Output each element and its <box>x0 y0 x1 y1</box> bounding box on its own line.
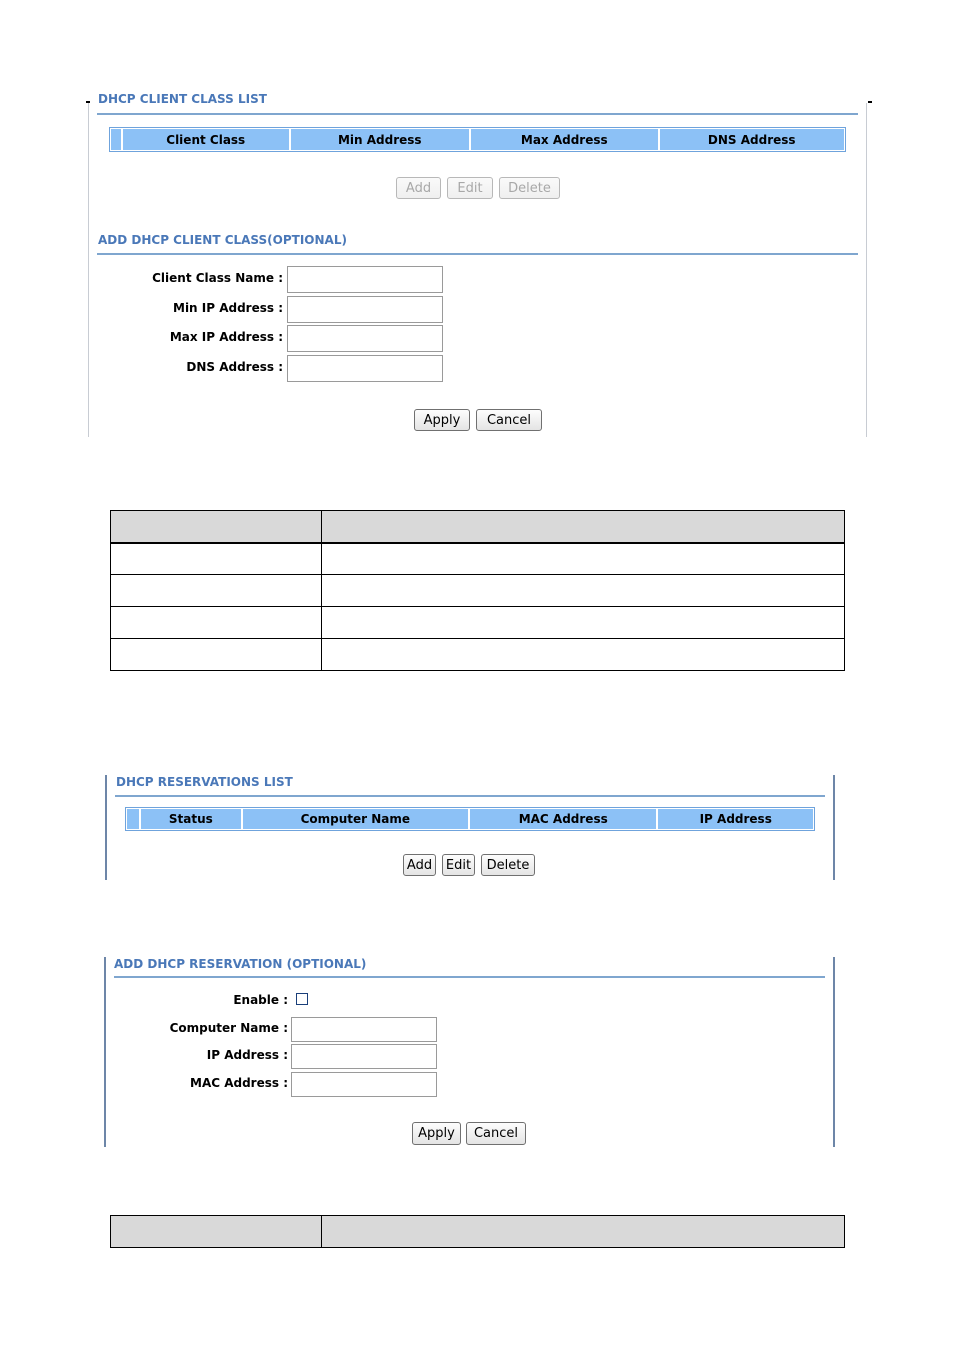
add-reservation-title: ADD DHCP RESERVATION (OPTIONAL) <box>114 957 367 971</box>
dns-address-input[interactable] <box>287 355 443 382</box>
panel-right-border <box>833 957 835 1147</box>
reservations-list-title: DHCP RESERVATIONS LIST <box>116 775 293 789</box>
panel-right-border <box>833 775 835 880</box>
client-class-list-title: DHCP CLIENT CLASS LIST <box>98 92 267 106</box>
description-table-cell <box>111 543 322 575</box>
add-reservation-divider <box>114 976 825 978</box>
reservations-table-header <box>125 807 815 831</box>
description-table-1 <box>110 510 845 671</box>
column-status: Status <box>141 809 243 829</box>
add-client-class-divider <box>97 253 858 255</box>
column-max-address: Max Address <box>471 129 659 150</box>
computer-name-input[interactable] <box>291 1017 437 1042</box>
panel-left-border <box>105 775 107 880</box>
mac-address-input[interactable] <box>291 1072 437 1097</box>
enable-checkbox[interactable] <box>296 993 308 1005</box>
client-class-add-button[interactable]: Add <box>396 177 441 199</box>
min-ip-address-input[interactable] <box>287 296 443 323</box>
panel-corner-mark-right <box>868 101 872 103</box>
description-table-header-cell <box>111 511 322 543</box>
column-client-class: Client Class <box>123 129 291 150</box>
description-table-cell <box>322 543 845 575</box>
header-stub <box>111 129 123 150</box>
add-client-class-title: ADD DHCP CLIENT CLASS(OPTIONAL) <box>98 233 347 247</box>
dns-address-label: DNS Address : <box>186 360 283 374</box>
description-table-header-cell <box>322 511 845 543</box>
client-class-table-header <box>109 127 846 152</box>
description-table-header-cell <box>111 1216 322 1248</box>
reservation-cancel-button[interactable]: Cancel <box>466 1122 526 1145</box>
column-computer-name: Computer Name <box>243 809 470 829</box>
client-class-edit-button[interactable]: Edit <box>447 177 493 199</box>
description-table-row <box>111 639 845 671</box>
description-table-cell <box>111 607 322 639</box>
description-table-2 <box>110 1215 845 1248</box>
reservation-delete-button[interactable]: Delete <box>481 854 535 876</box>
mac-address-label: MAC Address : <box>190 1076 288 1090</box>
header-stub <box>127 809 141 829</box>
description-table-cell <box>111 639 322 671</box>
client-class-list-divider <box>97 113 858 115</box>
min-ip-address-label: Min IP Address : <box>173 301 283 315</box>
client-class-delete-button[interactable]: Delete <box>499 177 560 199</box>
description-table-cell <box>322 575 845 607</box>
description-table-cell <box>111 575 322 607</box>
client-class-cancel-button[interactable]: Cancel <box>476 409 542 431</box>
ip-address-label: IP Address : <box>206 1048 288 1062</box>
description-table-cell <box>322 607 845 639</box>
column-ip-address: IP Address <box>658 809 813 829</box>
reservation-edit-button[interactable]: Edit <box>442 854 475 876</box>
description-table-row <box>111 607 845 639</box>
enable-label: Enable : <box>233 993 288 1007</box>
ip-address-input[interactable] <box>291 1044 437 1069</box>
reservation-add-button[interactable]: Add <box>403 854 436 876</box>
panel-left-border <box>88 103 89 437</box>
description-table-header-row <box>111 1216 845 1248</box>
panel-left-border <box>104 957 106 1147</box>
column-dns-address: DNS Address <box>660 129 844 150</box>
max-ip-address-input[interactable] <box>287 325 443 352</box>
reservation-apply-button[interactable]: Apply <box>412 1122 461 1145</box>
description-table-cell <box>322 639 845 671</box>
description-table-row <box>111 543 845 575</box>
computer-name-label: Computer Name : <box>169 1021 288 1035</box>
reservations-list-divider <box>115 795 825 797</box>
client-class-name-label: Client Class Name : <box>152 271 283 285</box>
client-class-name-input[interactable] <box>287 266 443 293</box>
max-ip-address-label: Max IP Address : <box>169 330 283 344</box>
column-mac-address: MAC Address <box>470 809 658 829</box>
client-class-apply-button[interactable]: Apply <box>414 409 470 431</box>
column-min-address: Min Address <box>291 129 472 150</box>
description-table-row <box>111 575 845 607</box>
description-table-header-cell <box>322 1216 845 1248</box>
panel-right-border <box>866 103 867 437</box>
description-table-header-row <box>111 511 845 543</box>
